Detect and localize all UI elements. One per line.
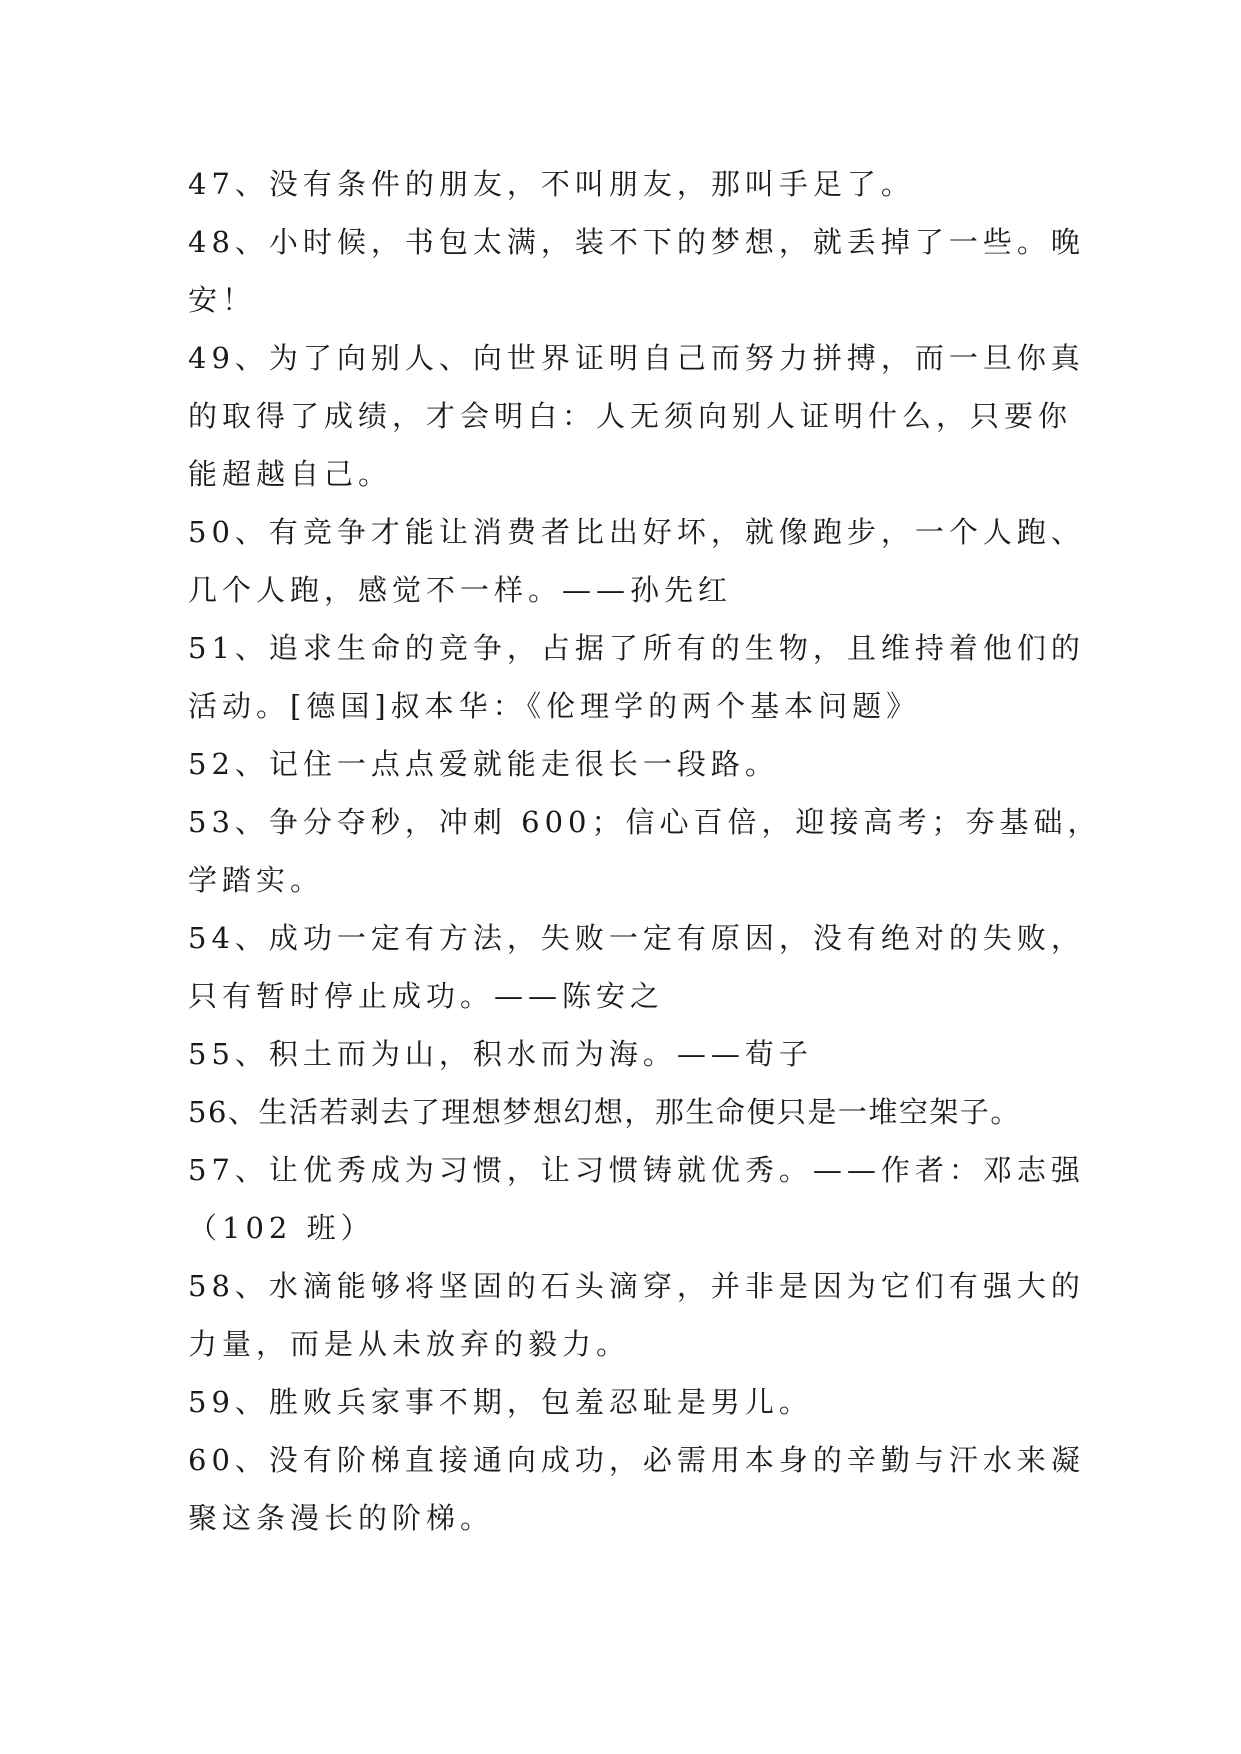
text-line: 56、生活若剥去了理想梦想幻想，那生命便只是一堆空架子。	[188, 1095, 1021, 1129]
text-line: 53、争分夺秒，冲刺 600；信心百倍，迎接高考；夯基础，	[188, 805, 1102, 839]
text-line: 47、没有条件的朋友，不叫朋友，那叫手足了。	[188, 167, 915, 201]
text-line: 能超越自己。	[188, 457, 393, 491]
text-line: 活动。[德国]叔本华：《伦理学的两个基本问题》	[188, 689, 921, 723]
text-line: 聚这条漫长的阶梯。	[188, 1501, 495, 1535]
text-line: 48、小时候，书包太满，装不下的梦想，就丢掉了一些。晚	[188, 225, 1085, 259]
document-page	[188, 155, 1102, 1547]
text-line: 58、水滴能够将坚固的石头滴穿，并非是因为它们有强大的	[188, 1269, 1085, 1303]
text-line: 49、为了向别人、向世界证明自己而努力拼搏，而一旦你真	[188, 341, 1085, 375]
text-line: 55、积土而为山，积水而为海。——荀子	[188, 1037, 813, 1071]
text-line: 的取得了成绩，才会明白：人无须向别人证明什么，只要你	[188, 399, 1073, 433]
text-line: 几个人跑，感觉不一样。——孙先红	[188, 573, 733, 607]
text-line: 学踏实。	[188, 863, 325, 897]
text-line: 59、胜败兵家事不期，包羞忍耻是男儿。	[188, 1385, 813, 1419]
text-line: 只有暂时停止成功。——陈安之	[188, 979, 665, 1013]
text-line: 50、有竞争才能让消费者比出好坏，就像跑步，一个人跑、	[188, 515, 1085, 549]
text-line: 52、记住一点点爱就能走很长一段路。	[188, 747, 779, 781]
text-line: （102 班）	[188, 1211, 375, 1245]
text-line: 60、没有阶梯直接通向成功，必需用本身的辛勤与汗水来凝	[188, 1443, 1085, 1477]
text-line: 54、成功一定有方法，失败一定有原因，没有绝对的失败，	[188, 921, 1085, 955]
text-line: 51、追求生命的竞争，占据了所有的生物，且维持着他们的	[188, 631, 1085, 665]
text-line: 安！	[188, 283, 257, 317]
text-line: 力量，而是从未放弃的毅力。	[188, 1327, 631, 1361]
text-line: 57、让优秀成为习惯，让习惯铸就优秀。——作者：邓志强	[188, 1153, 1085, 1187]
